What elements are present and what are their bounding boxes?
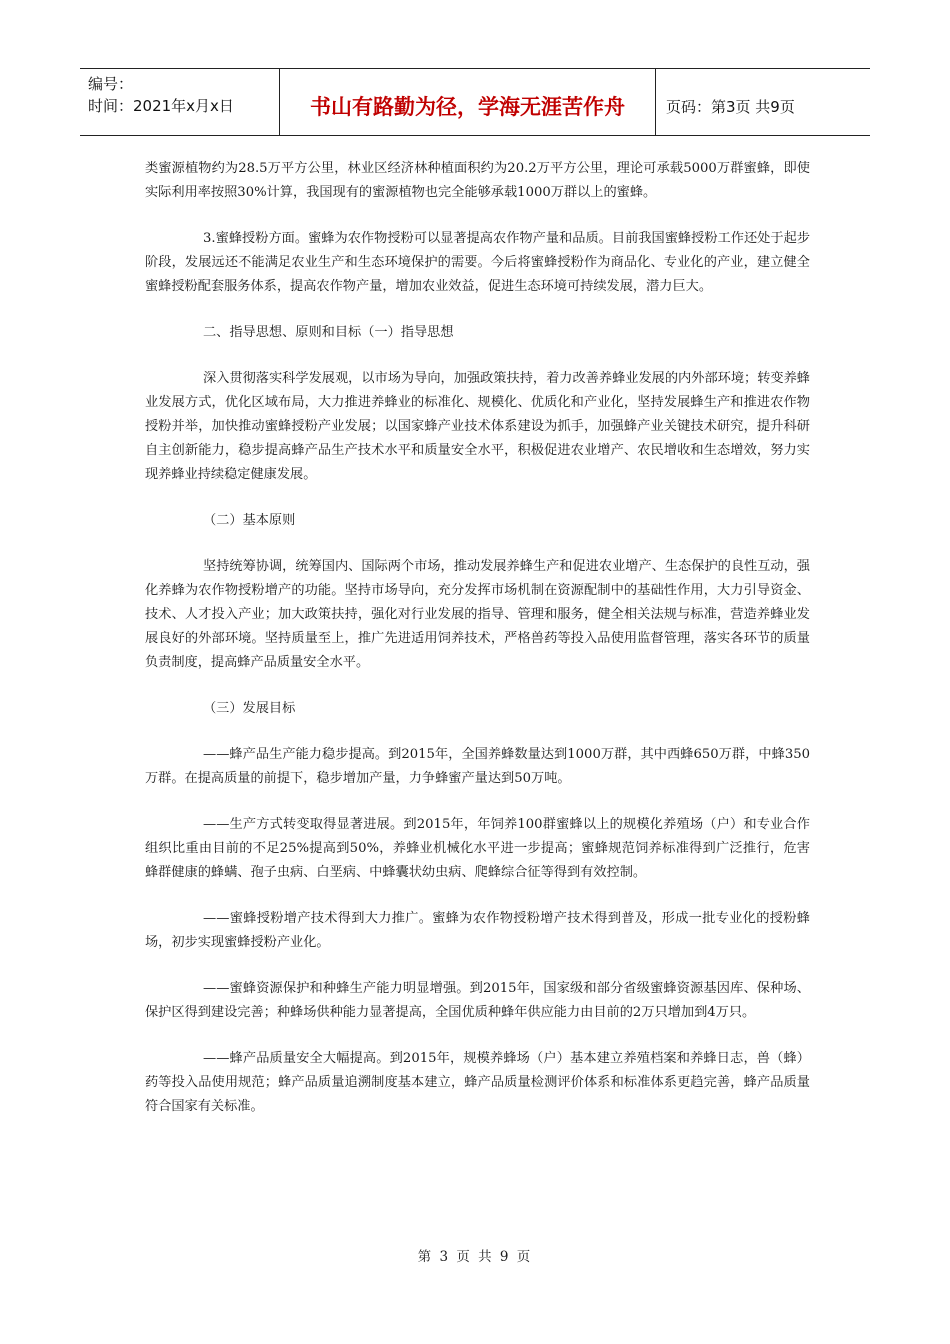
paragraph: 深入贯彻落实科学发展观，以市场为导向，加强政策扶持，着力改善养蜂业发展的内外部环境；转变养蜂业发展方式，优化区域布局，大力推进养蜂业的标准化、规模化、优质化和产业化，坚持发展蜂生产和推进农作物授粉并举，加快推动蜜蜂授粉产业发展；以国家蜂产业技术体系建设为抓手，加强蜂产业关键技术研究，提升科研自主创新能力，稳步提高蜂产品生产技术水平和质量安全水平，积极促进农业增产、农民增收和生态增效，努力实现养蜂业持续稳定健康发展。 (145, 371, 810, 482)
paragraph: ——蜜蜂授粉增产技术得到大力推广。蜜蜂为农作物授粉增产技术得到普及，形成一批专业化的授粉蜂场，初步实现蜜蜂授粉产业化。 (145, 911, 810, 950)
page-footer: 第 3 页 共 9 页 (417, 1249, 533, 1265)
paragraph: ——蜜蜂资源保护和种蜂生产能力明显增强。到2015年，国家级和部分省级蜜蜂资源基因库、保种场、保护区得到建设完善；种蜂场供种能力显著提高，全国优质种蜂年供应能力由目前的2万只增加到4万只。 (145, 981, 810, 1020)
section-heading: 二、指导思想、原则和目标（一）指导思想 (203, 325, 454, 340)
section-heading: （二）基本原则 (203, 513, 296, 528)
paragraph: ——生产方式转变取得显著进展。到2015年，年饲养100群蜜蜂以上的规模化养殖场（户）和专业合作组织比重由目前的不足25%提高到50%，养蜂业机械化水平进一步提高；蜜蜂规范饲养标准得到广泛推行，危害蜂群健康的蜂螨、孢子虫病、白垩病、中蜂囊状幼虫病、爬蜂综合征等得到有效控制。 (145, 817, 810, 880)
document-body (145, 157, 810, 1141)
header-meta (80, 69, 280, 135)
paragraph: ——蜂产品生产能力稳步提高。到2015年，全国养蜂数量达到1000万群，其中西蜂650万群，中蜂350万群。在提高质量的前提下，稳步增加产量，力争蜂蜜产量达到50万吨。 (145, 747, 810, 786)
page-header (80, 68, 870, 136)
paragraph: 类蜜源植物约为28.5万平方公里，林业区经济林种植面积约为20.2万平方公里，理论可承载5000万群蜜蜂，即使实际利用率按照30%计算，我国现有的蜜源植物也完全能够承载1000万群以上的蜜蜂。 (145, 161, 810, 200)
paragraph: ——蜂产品质量安全大幅提高。到2015年，规模养蜂场（户）基本建立养殖档案和养蜂日志，兽（蜂）药等投入品使用规范；蜂产品质量追溯制度基本建立，蜂产品质量检测评价体系和标准体系更趋完善，蜂产品质量符合国家有关标准。 (145, 1051, 810, 1114)
document-date: 时间：2021年x月x日 (88, 97, 234, 115)
header-motto: 书山有路勤为径，学海无涯苦作舟 (280, 69, 656, 135)
document-number-label: 编号： (88, 75, 134, 93)
paragraph: 3.蜜蜂授粉方面。蜜蜂为农作物授粉可以显著提高农作物产量和品质。目前我国蜜蜂授粉工作还处于起步阶段，发展远还不能满足农业生产和生态环境保护的需要。今后将蜜蜂授粉作为商品化、专业化的产业，建立健全蜜蜂授粉配套服务体系，提高农作物产量，增加农业效益，促进生态环境可持续发展，潜力巨大。 (145, 231, 810, 294)
section-heading: （三）发展目标 (203, 701, 296, 716)
paragraph: 坚持统筹协调，统筹国内、国际两个市场，推动发展养蜂生产和促进农业增产、生态保护的良性互动，强化养蜂为农作物授粉增产的功能。坚持市场导向，充分发挥市场机制在资源配制中的基础性作用，大力引导资金、技术、人才投入产业；加大政策扶持，强化对行业发展的指导、管理和服务，健全相关法规与标准，营造养蜂业发展良好的外部环境。坚持质量至上，推广先进适用饲养技术，严格兽药等投入品使用监督管理，落实各环节的质量负责制度，提高蜂产品质量安全水平。 (145, 559, 810, 670)
header-page-info: 页码：第3页 共9页 (666, 97, 795, 116)
